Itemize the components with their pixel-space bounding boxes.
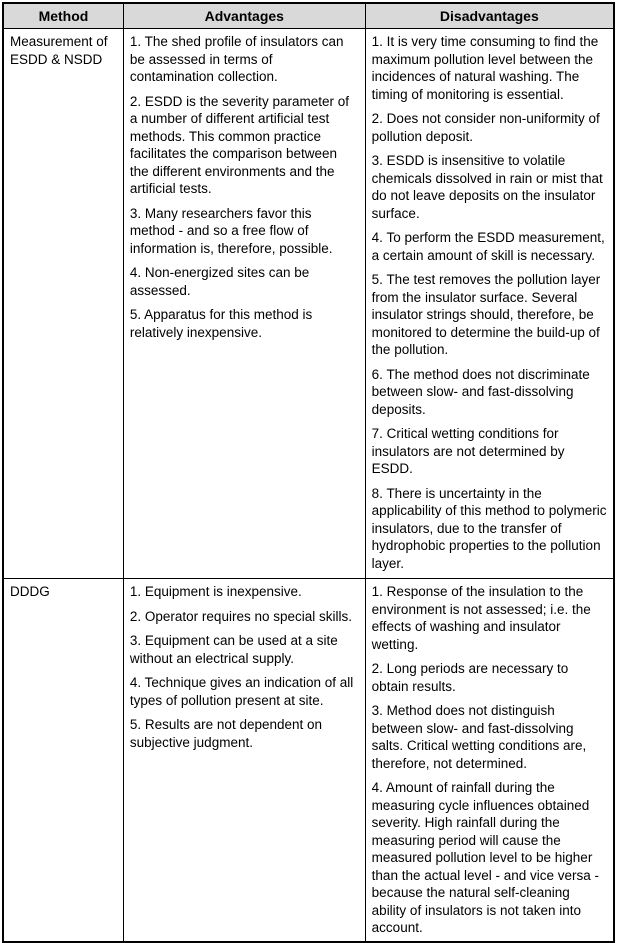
disadvantage-item: 5. The test removes the pollution layer from the insulator surface. Several insulator strings should, therefore, be monitored to determine the build-up of the pollution.	[371, 272, 601, 357]
header-method: Method	[3, 3, 123, 29]
advantage-item: 2. ESDD is the severity parameter of a number of different artificial test methods. This common practice facilitates the comparison between the different environments and the artificial tests.	[129, 93, 349, 196]
advantage-item: 5. Results are not dependent on subjective judgment.	[129, 717, 323, 750]
advantage-item: 3. Many researchers favor this method - and so a free flow of information is, therefore, possible.	[129, 205, 333, 256]
header-disadvantages: Disadvantages	[365, 3, 614, 29]
advantage-item: 5. Apparatus for this method is relatively inexpensive.	[129, 307, 313, 340]
header-advantages: Advantages	[123, 3, 365, 29]
disadvantage-item: 3. ESDD is insensitive to volatile chemicals dissolved in rain or mist that do not leave deposits on the insulator surface.	[371, 153, 603, 221]
disadvantage-item: 1. Response of the insulation to the environment is not assessed; i.e. the effects of washing and insulator wetting.	[371, 584, 591, 652]
advantage-item: 1. The shed profile of insulators can be assessed in terms of contamination collection.	[129, 34, 344, 84]
disadvantage-item: 3. Method does not distinguish between slow- and fast-dissolving salts. Critical wetting conditions are, therefore, not determined.	[371, 703, 587, 771]
advantage-item: 3. Equipment can be used at a site without an electrical supply.	[129, 633, 338, 666]
disadvantage-item: 4. To perform the ESDD measurement, a certain amount of skill is necessary.	[371, 230, 605, 263]
advantage-item: 2. Operator requires no special skills.	[129, 608, 352, 624]
advantage-item: 1. Equipment is inexpensive.	[129, 584, 302, 599]
method-cell: DDDG	[3, 579, 123, 942]
table-row	[3, 29, 614, 579]
advantage-item: 4. Non-energized sites can be assessed.	[129, 265, 310, 298]
disadvantages-cell	[365, 579, 614, 942]
disadvantage-item: 2. Does not consider non-uniformity of pollution deposit.	[371, 111, 600, 144]
advantage-item: 4. Technique gives an indication of all types of pollution present at site.	[129, 675, 354, 708]
advantages-cell	[123, 29, 365, 579]
disadvantage-item: 4. Amount of rainfall during the measuring cycle influences obtained severity. High rainfall during the measuring period will cause the measured pollution level to be higher than the actual level - and vice versa - because the natural self-cleaning ability of insulators is not taken into account.	[371, 780, 600, 935]
table-row	[3, 579, 614, 942]
method-cell: Measurement of ESDD & NSDD	[3, 29, 123, 579]
disadvantage-item: 1. It is very time consuming to find the maximum pollution level between the incidences of natural washing. The timing of monitoring is essential.	[371, 34, 599, 102]
disadvantages-cell	[365, 29, 614, 579]
header-row	[3, 3, 614, 29]
disadvantage-item: 7. Critical wetting conditions for insulators are not determined by ESDD.	[371, 426, 565, 476]
disadvantage-item: 2. Long periods are necessary to obtain results.	[371, 661, 569, 694]
disadvantage-item: 8. There is uncertainty in the applicability of this method to polymeric insulators, due to the transfer of hydrophobic properties to the pollution layer.	[371, 485, 607, 571]
method-comparison-table	[2, 2, 615, 943]
advantages-cell	[123, 579, 365, 942]
disadvantage-item: 6. The method does not discriminate between slow- and fast-dissolving deposits.	[371, 366, 590, 417]
